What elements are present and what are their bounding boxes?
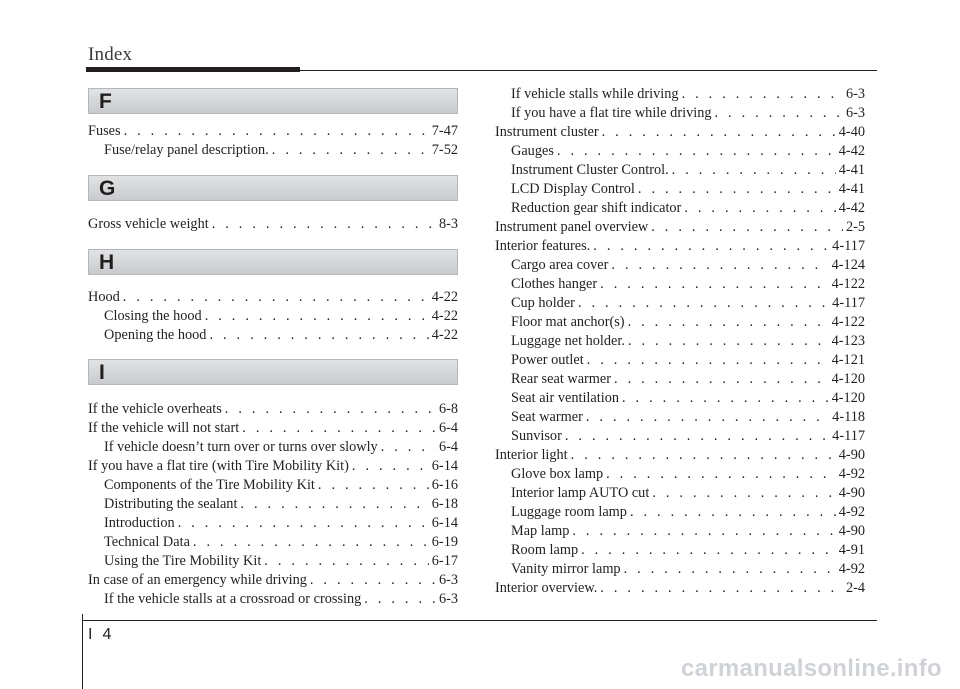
index-subentry: LCD Display Control . . . 4-41 <box>511 179 865 199</box>
index-subentry: Rear seat warmer . . . 4-120 <box>511 369 865 389</box>
header-rule-thick <box>86 67 300 72</box>
index-subentry: Sunvisor . . . 4-117 <box>511 426 865 446</box>
index-entry: Interior features. . . . 4-117 <box>495 236 865 256</box>
index-subentry: Cup holder . . . 4-117 <box>511 293 865 313</box>
watermark: carmanualsonline.info <box>680 655 942 682</box>
letter-header-i: I <box>88 359 458 385</box>
index-entry: In case of an emergency while driving . . . 6-3 <box>88 570 458 590</box>
index-subentry: Reduction gear shift indicator . . . 4-42 <box>511 198 865 218</box>
index-subentry: Luggage net holder. . . . 4-123 <box>511 331 865 351</box>
page-number-value: 4 <box>102 626 112 643</box>
index-subentry: Opening the hood . . . 4-22 <box>104 325 458 345</box>
header-rule-thin <box>300 70 877 71</box>
index-entry: Instrument cluster . . . 4-40 <box>495 122 865 142</box>
index-subentry: Seat warmer . . . 4-118 <box>511 407 865 427</box>
index-subentry: Map lamp . . . 4-90 <box>511 521 865 541</box>
index-subentry: Clothes hanger . . . 4-122 <box>511 274 865 294</box>
index-subentry: Seat air ventilation . . . 4-120 <box>511 388 865 408</box>
index-subentry: Vanity mirror lamp . . . 4-92 <box>511 559 865 579</box>
index-subentry: If vehicle doesn’t turn over or turns over slowly . . . 6-4 <box>104 437 458 457</box>
page-title: Index <box>88 44 133 65</box>
index-entry: If the vehicle will not start . . . 6-4 <box>88 418 458 438</box>
index-subentry: Technical Data . . . 6-19 <box>104 532 458 552</box>
index-subentry: Using the Tire Mobility Kit . . . 6-17 <box>104 551 458 571</box>
footer-rule-horizontal <box>82 620 877 621</box>
index-subentry: Glove box lamp . . . 4-92 <box>511 464 865 484</box>
index-entry: Hood . . . 4-22 <box>88 287 458 307</box>
index-subentry: Room lamp . . . 4-91 <box>511 540 865 560</box>
index-subentry: Closing the hood . . . 4-22 <box>104 306 458 326</box>
index-entry: Instrument panel overview . . . 2-5 <box>495 217 865 237</box>
index-subentry: Introduction . . . 6-14 <box>104 513 458 533</box>
index-subentry: Gauges . . . 4-42 <box>511 141 865 161</box>
index-subentry: Cargo area cover . . . 4-124 <box>511 255 865 275</box>
letter-header-f: F <box>88 88 458 114</box>
index-subentry: If vehicle stalls while driving . . . 6-3 <box>511 84 865 104</box>
index-subentry: Floor mat anchor(s) . . . 4-122 <box>511 312 865 332</box>
page-section: I <box>88 626 93 643</box>
index-subentry: Fuse/relay panel description. . . . 7-52 <box>104 140 458 160</box>
letter-header-g: G <box>88 175 458 201</box>
index-subentry: Components of the Tire Mobility Kit . . . 6-16 <box>104 475 458 495</box>
index-subentry: If you have a flat tire while driving . . . 6-3 <box>511 103 865 123</box>
footer-rule-vertical <box>82 614 83 689</box>
index-entry: If you have a flat tire (with Tire Mobility Kit) . . . 6-14 <box>88 456 458 476</box>
index-entry: Fuses . . . 7-47 <box>88 121 458 141</box>
index-entry: If the vehicle overheats . . . 6-8 <box>88 399 458 419</box>
page-number <box>88 626 111 644</box>
index-subentry: If the vehicle stalls at a crossroad or crossing . . . 6-3 <box>104 589 458 609</box>
index-entry: Gross vehicle weight . . . 8-3 <box>88 214 458 234</box>
index-subentry: Distributing the sealant . . . 6-18 <box>104 494 458 514</box>
letter-header-h: H <box>88 249 458 275</box>
index-subentry: Power outlet . . . 4-121 <box>511 350 865 370</box>
index-subentry: Interior lamp AUTO cut . . . 4-90 <box>511 483 865 503</box>
index-subentry: Luggage room lamp . . . 4-92 <box>511 502 865 522</box>
index-entry: Interior overview. . . . 2-4 <box>495 578 865 598</box>
index-entry: Interior light . . . 4-90 <box>495 445 865 465</box>
index-subentry: Instrument Cluster Control. . . . 4-41 <box>511 160 865 180</box>
